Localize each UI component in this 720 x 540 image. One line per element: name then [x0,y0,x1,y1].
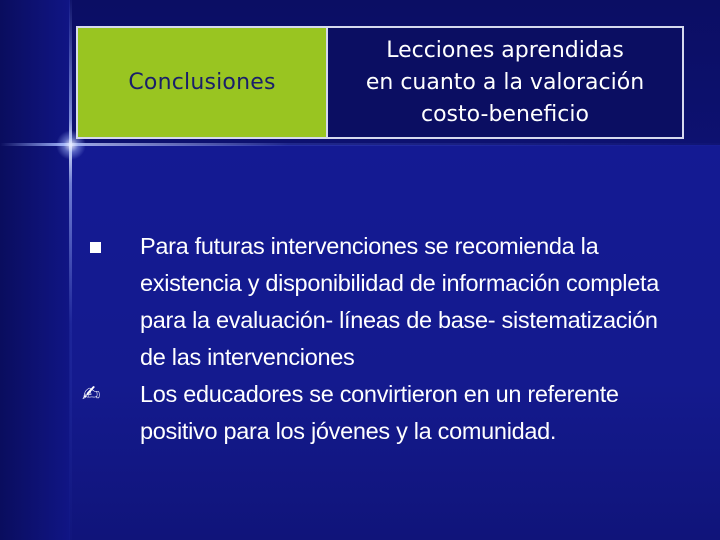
lessons-box [328,28,682,137]
bullet-item [80,376,680,450]
flare-vertical [69,0,72,540]
flare-horizontal [0,143,720,146]
lessons-title-line: Lecciones aprendidas [386,37,624,63]
conclusions-label: Conclusiones [128,70,276,95]
bullet-item [80,228,680,376]
bullet-line: para la evaluación- líneas de base- sistematización [140,307,658,333]
bullet-line: de las intervenciones [140,344,355,370]
lessons-title-line: costo-beneficio [421,101,589,127]
conclusions-box [78,28,328,137]
bullet-line: existencia y disponibilidad de información completa [140,270,659,296]
square-bullet-icon [90,242,101,253]
writing-hand-icon: ✍ [82,382,101,407]
bullet-list [80,228,680,450]
bullet-line: positivo para los jóvenes y la comunidad. [140,418,557,444]
left-background [0,0,70,540]
lessons-title-line: en cuanto a la valoración [365,69,645,95]
bullet-line: Para futuras intervenciones se recomienda la [140,233,599,259]
bullet-line: Los educadores se convirtieron en un referente [140,381,619,407]
lessons-title [366,35,644,131]
header-box [76,26,684,139]
